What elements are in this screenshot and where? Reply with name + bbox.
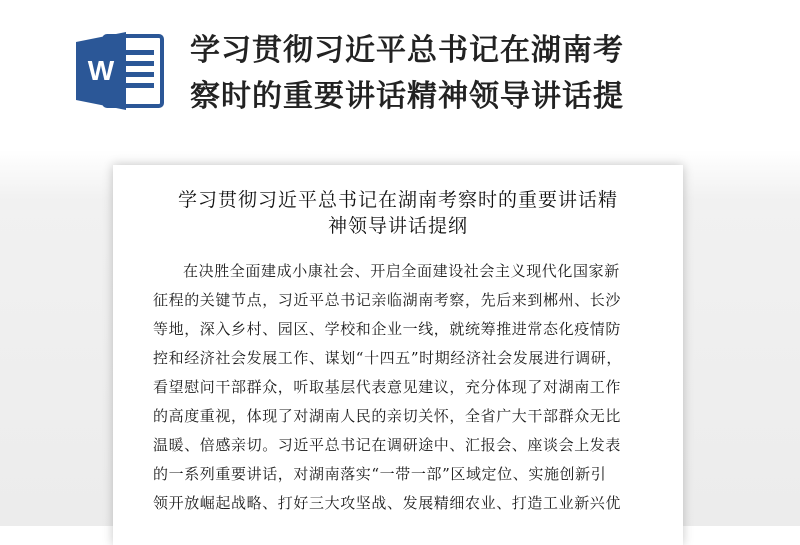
word-icon [74,30,166,112]
document-body [153,257,673,518]
body-line: 的高度重视，体现了对湖南人民的亲切关怀，全省广大干部群众无比 [153,407,622,425]
body-line: 领开放崛起战略、打好三大攻坚战、发展精细农业、打造工业新兴优 [153,494,622,512]
body-line: 等地，深入乡村、园区、学校和企业一线，就统筹推进常态化疫情防 [153,320,622,338]
body-line: 看望慰问干部群众，听取基层代表意见建议，充分体现了对湖南工作 [153,378,622,396]
document-title-line-2: 神领导讲话提纲 [327,215,468,237]
body-line: 在决胜全面建成小康社会、开启全面建设社会主义现代化国家新 [183,262,620,280]
page-title-line-2: 察时的重要讲话精神领导讲话提 [190,79,624,114]
document-page [113,165,683,545]
page-title-line-1: 学习贯彻习近平总书记在湖南考 [190,33,624,68]
body-line: 温暖、倍感亲切。习近平总书记在调研途中、汇报会、座谈会上发表 [153,436,622,454]
word-icon-letter: W [87,55,115,86]
body-line: 征程的关键节点，习近平总书记亲临湖南考察，先后来到郴州、长沙 [153,291,622,309]
body-line: 控和经济社会发展工作、谋划“十四五”时期经济社会发展进行调研， [153,349,622,367]
document-title-line-1: 学习贯彻习近平总书记在湖南考察时的重要讲话精 [177,189,618,211]
header [0,0,800,150]
body-line: 的一系列重要讲话，对湖南落实“一带一部”区域定位、实施创新引 [153,465,607,483]
document-title [113,187,683,239]
page-title [190,28,790,120]
